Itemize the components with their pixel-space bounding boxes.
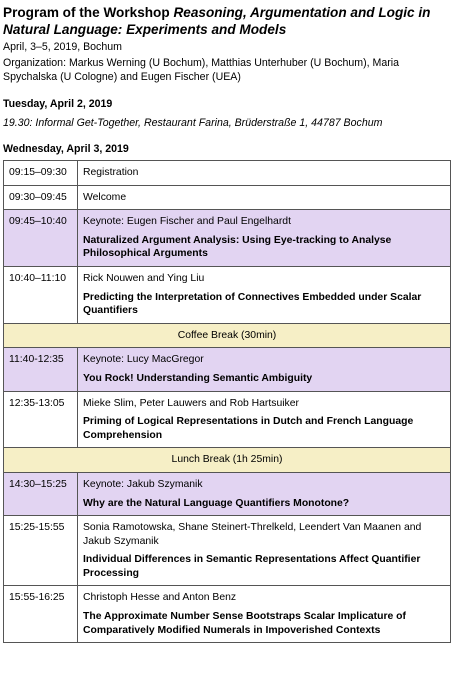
session-cell: Registration (78, 161, 451, 186)
time-cell: 15:25-15:55 (4, 516, 78, 586)
table-row (4, 266, 451, 323)
talk-title: Priming of Logical Representations in Dutch and French Language Comprehension (83, 416, 414, 441)
time-cell: 12:35-13:05 (4, 391, 78, 448)
session-cell (78, 266, 451, 323)
title-prefix: Program of the Workshop (3, 5, 174, 20)
talk-title: Individual Differences in Semantic Representations Affect Quantifier Processing (83, 554, 421, 579)
speaker-names: Rick Nouwen and Ying Liu (83, 272, 205, 284)
table-row (4, 448, 451, 473)
session-cell: Welcome (78, 185, 451, 210)
workshop-title (3, 4, 451, 38)
speaker-names: Christoph Hesse and Anton Benz (83, 592, 237, 604)
talk-title: The Approximate Number Sense Bootstraps Scalar Implicature of Comparatively Modified Numerals in Impoverished Contexts (83, 611, 406, 636)
session-cell (78, 516, 451, 586)
table-row (4, 161, 451, 186)
speaker-names: Keynote: Eugen Fischer and Paul Engelhardt (83, 216, 291, 228)
time-cell: 09:45–10:40 (4, 210, 78, 267)
dates-location: April, 3–5, 2019, Bochum (3, 41, 122, 53)
lunch-break-cell: Lunch Break (1h 25min) (4, 448, 451, 473)
talk-title: Why are the Natural Language Quantifiers Monotone? (83, 497, 350, 509)
time-cell: 14:30–15:25 (4, 472, 78, 515)
get-together-event: 19.30: Informal Get-Together, Restaurant Farina, Brüderstraße 1, 44787 Bochum (3, 117, 383, 129)
table-row (4, 472, 451, 515)
time-cell: 09:30–09:45 (4, 185, 78, 210)
table-row (4, 586, 451, 643)
speaker-names: Mieke Slim, Peter Lauwers and Rob Hartsuiker (83, 397, 299, 409)
table-row (4, 185, 451, 210)
day1-heading: Tuesday, April 2, 2019 (3, 98, 113, 110)
speaker-names: Keynote: Jakub Szymanik (83, 478, 203, 490)
talk-title: You Rock! Understanding Semantic Ambiguity (83, 372, 313, 384)
talk-title: Predicting the Interpretation of Connectives Embedded under Scalar Quantifiers (83, 291, 422, 317)
time-cell: 10:40–11:10 (4, 266, 78, 323)
session-cell (78, 210, 451, 267)
session-cell (78, 586, 451, 643)
table-row (4, 323, 451, 348)
session-cell (78, 391, 451, 448)
day2-heading: Wednesday, April 3, 2019 (3, 143, 129, 155)
table-row (4, 391, 451, 448)
time-cell: 09:15–09:30 (4, 161, 78, 186)
table-row (4, 348, 451, 391)
schedule-table (3, 160, 451, 643)
table-row (4, 210, 451, 267)
title-italic: Reasoning, Argumentation and Logic in Natural Language: Experiments and Models (3, 5, 431, 37)
speaker-names: Keynote: Lucy MacGregor (83, 354, 204, 366)
session-cell (78, 348, 451, 391)
talk-title: Naturalized Argument Analysis: Using Eye-tracking to Analyse Philosophical Arguments (83, 234, 392, 260)
time-cell: 15:55-16:25 (4, 586, 78, 643)
speaker-names: Sonia Ramotowska, Shane Steinert-Threlkeld, Leendert Van Maanen and Jakub Szymanik (83, 522, 422, 547)
session-cell (78, 472, 451, 515)
table-row (4, 516, 451, 586)
coffee-break-cell: Coffee Break (30min) (4, 323, 451, 348)
time-cell: 11:40-12:35 (4, 348, 78, 391)
organization: Organization: Markus Werning (U Bochum), Matthias Unterhuber (U Bochum), Maria Spychalska (U Cologne) and Eugen Fischer (UEA) (3, 57, 400, 83)
